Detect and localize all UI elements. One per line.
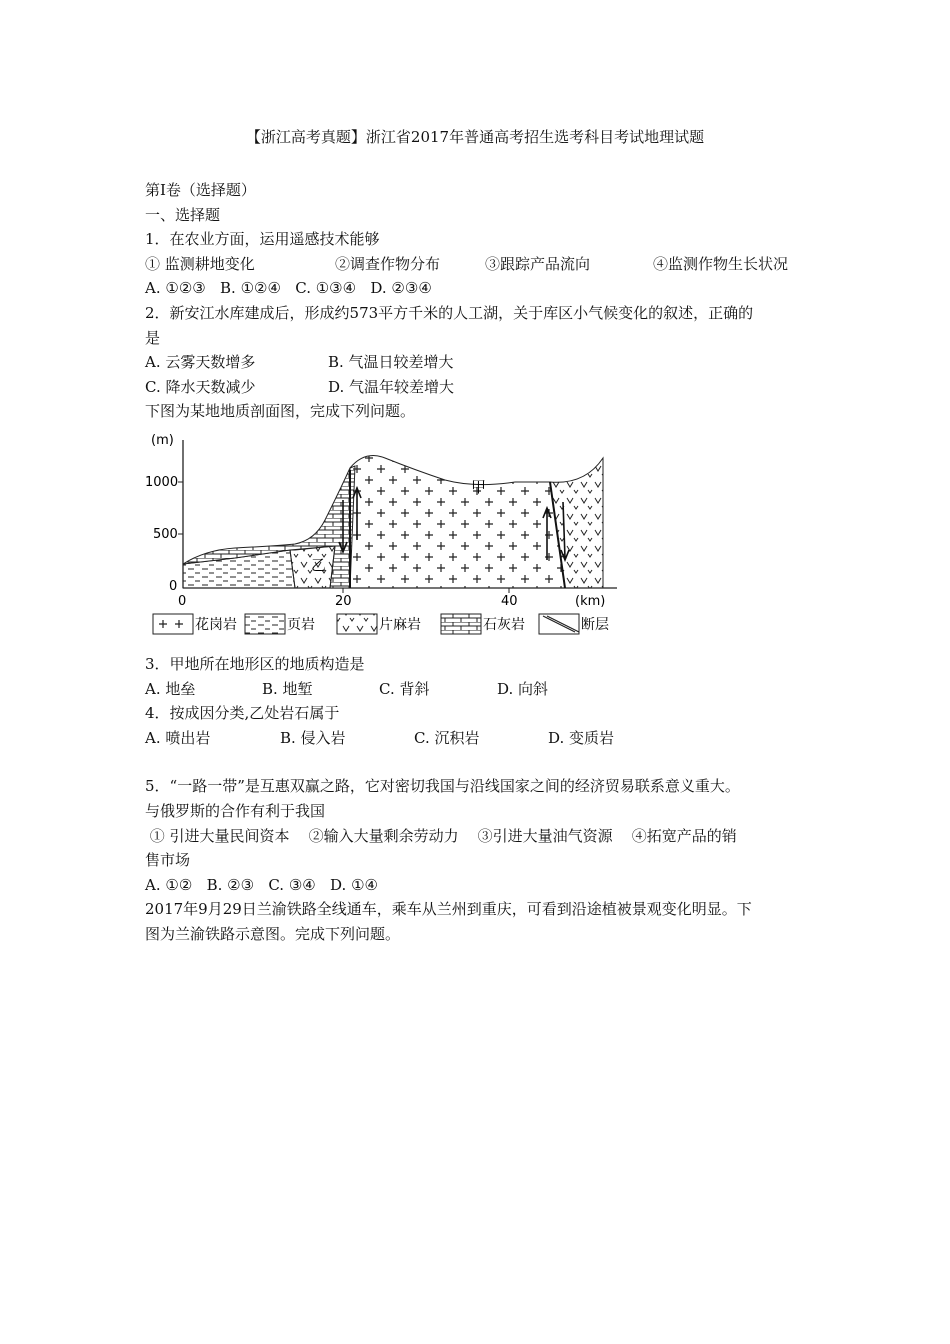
question-5-items-cont: 售市场 (145, 851, 191, 870)
final-intro-cont: 图为兰渝铁路示意图。完成下列问题。 (145, 924, 401, 943)
legend-shale-label: 页岩 (287, 616, 315, 633)
y-tick-label: 0 (169, 578, 178, 594)
option: A. 云雾天数增多 (145, 353, 256, 372)
option: C. 降水天数减少 (145, 377, 256, 396)
legend-gneiss-label: 片麻岩 (379, 616, 421, 633)
option: B. 侵入岩 (280, 728, 346, 747)
part-heading: 一、选择题 (145, 205, 221, 224)
x-tick-label: 0 (178, 593, 187, 609)
legend-shale-swatch (245, 614, 285, 634)
legend-fault-label: 断层 (581, 616, 609, 633)
label-yi: 乙 (311, 555, 327, 574)
question-4-stem: 4．按成因分类,乙处岩石属于 (145, 704, 340, 723)
x-tick-label: 40 (501, 593, 518, 609)
question-1-item: ④监测作物生长状况 (653, 254, 789, 273)
x-tick-label: 20 (335, 593, 352, 609)
question-1-item: ②调查作物分布 (335, 254, 441, 273)
y-tick-label: 1000 (145, 474, 179, 490)
y-unit-label: (m) (151, 432, 174, 448)
document-title: 【浙江高考真题】浙江省2017年普通高考招生选考科目考试地理试题 (245, 128, 705, 146)
question-3-options (145, 677, 810, 702)
final-intro: 2017年9月29日兰渝铁路全线通车，乘车从兰州到重庆，可看到沿途植被景观变化明显。下 (145, 900, 752, 919)
geology-cross-section-figure (145, 430, 625, 646)
question-2-options-row2 (145, 375, 810, 400)
question-1-options (145, 276, 810, 301)
document-body (145, 178, 810, 946)
question-2-options-row1 (145, 350, 810, 375)
option: D. 向斜 (497, 679, 549, 698)
option: D. ①④ (330, 875, 378, 894)
legend-gneiss-swatch (337, 614, 377, 634)
option: A. 地垒 (145, 679, 196, 698)
question-2-stem: 2．新安江水库建成后，形成约573平方千米的人工湖，关于库区小气候变化的叙述，正确的 (145, 303, 754, 322)
question-2-stem-cont: 是 (145, 328, 161, 347)
legend-limestone-swatch (441, 614, 481, 634)
question-1-stem: 1．在农业方面，运用遥感技术能够 (145, 230, 380, 249)
figure-intro: 下图为某地地质剖面图，完成下列问题。 (145, 402, 416, 421)
x-unit-label: (km) (575, 593, 606, 609)
question-5-stem: 5．“一路一带”是互惠双赢之路，它对密切我国与沿线国家之间的经济贸易联系意义重大。 (145, 777, 740, 796)
question-5-options (145, 873, 810, 898)
option: C. ①③④ (295, 279, 357, 298)
question-4-options (145, 726, 810, 751)
label-jia: 甲 (471, 477, 487, 496)
option: B. 气温日较差增大 (328, 353, 454, 372)
option: B. ②③ (206, 875, 255, 894)
option: C. 沉积岩 (414, 728, 480, 747)
option: D. ②③④ (370, 279, 432, 298)
question-5-items: ① 引进大量民间资本 ②输入大量剩余劳动力 ③引进大量油气资源 ④拓宽产品的销 (145, 826, 737, 845)
question-3-stem: 3．甲地所在地形区的地质构造是 (145, 654, 365, 673)
option: B. ①②④ (220, 279, 281, 298)
y-tick-label: 500 (153, 526, 178, 542)
section-heading: 第I卷（选择题） (145, 181, 256, 199)
question-1-items (145, 252, 810, 277)
legend-limestone-label: 石灰岩 (483, 616, 525, 633)
option: A. ①②③ (145, 279, 206, 298)
option: C. ③④ (268, 875, 316, 894)
question-1-item: ③跟踪产品流向 (485, 254, 591, 273)
question-1-item: ① 监测耕地变化 (145, 254, 255, 273)
option: A. 喷出岩 (145, 728, 211, 747)
option: B. 地堑 (262, 679, 313, 698)
option: D. 变质岩 (548, 728, 615, 747)
granite-block-jia (350, 455, 565, 587)
option: C. 背斜 (379, 679, 430, 698)
option: D. 气温年较差增大 (328, 377, 455, 396)
legend-granite-label: 花岗岩 (195, 616, 237, 633)
option: A. ①② (145, 875, 193, 894)
question-5-stem-cont: 与俄罗斯的合作有利于我国 (145, 801, 326, 820)
cross-section-svg (145, 430, 625, 646)
